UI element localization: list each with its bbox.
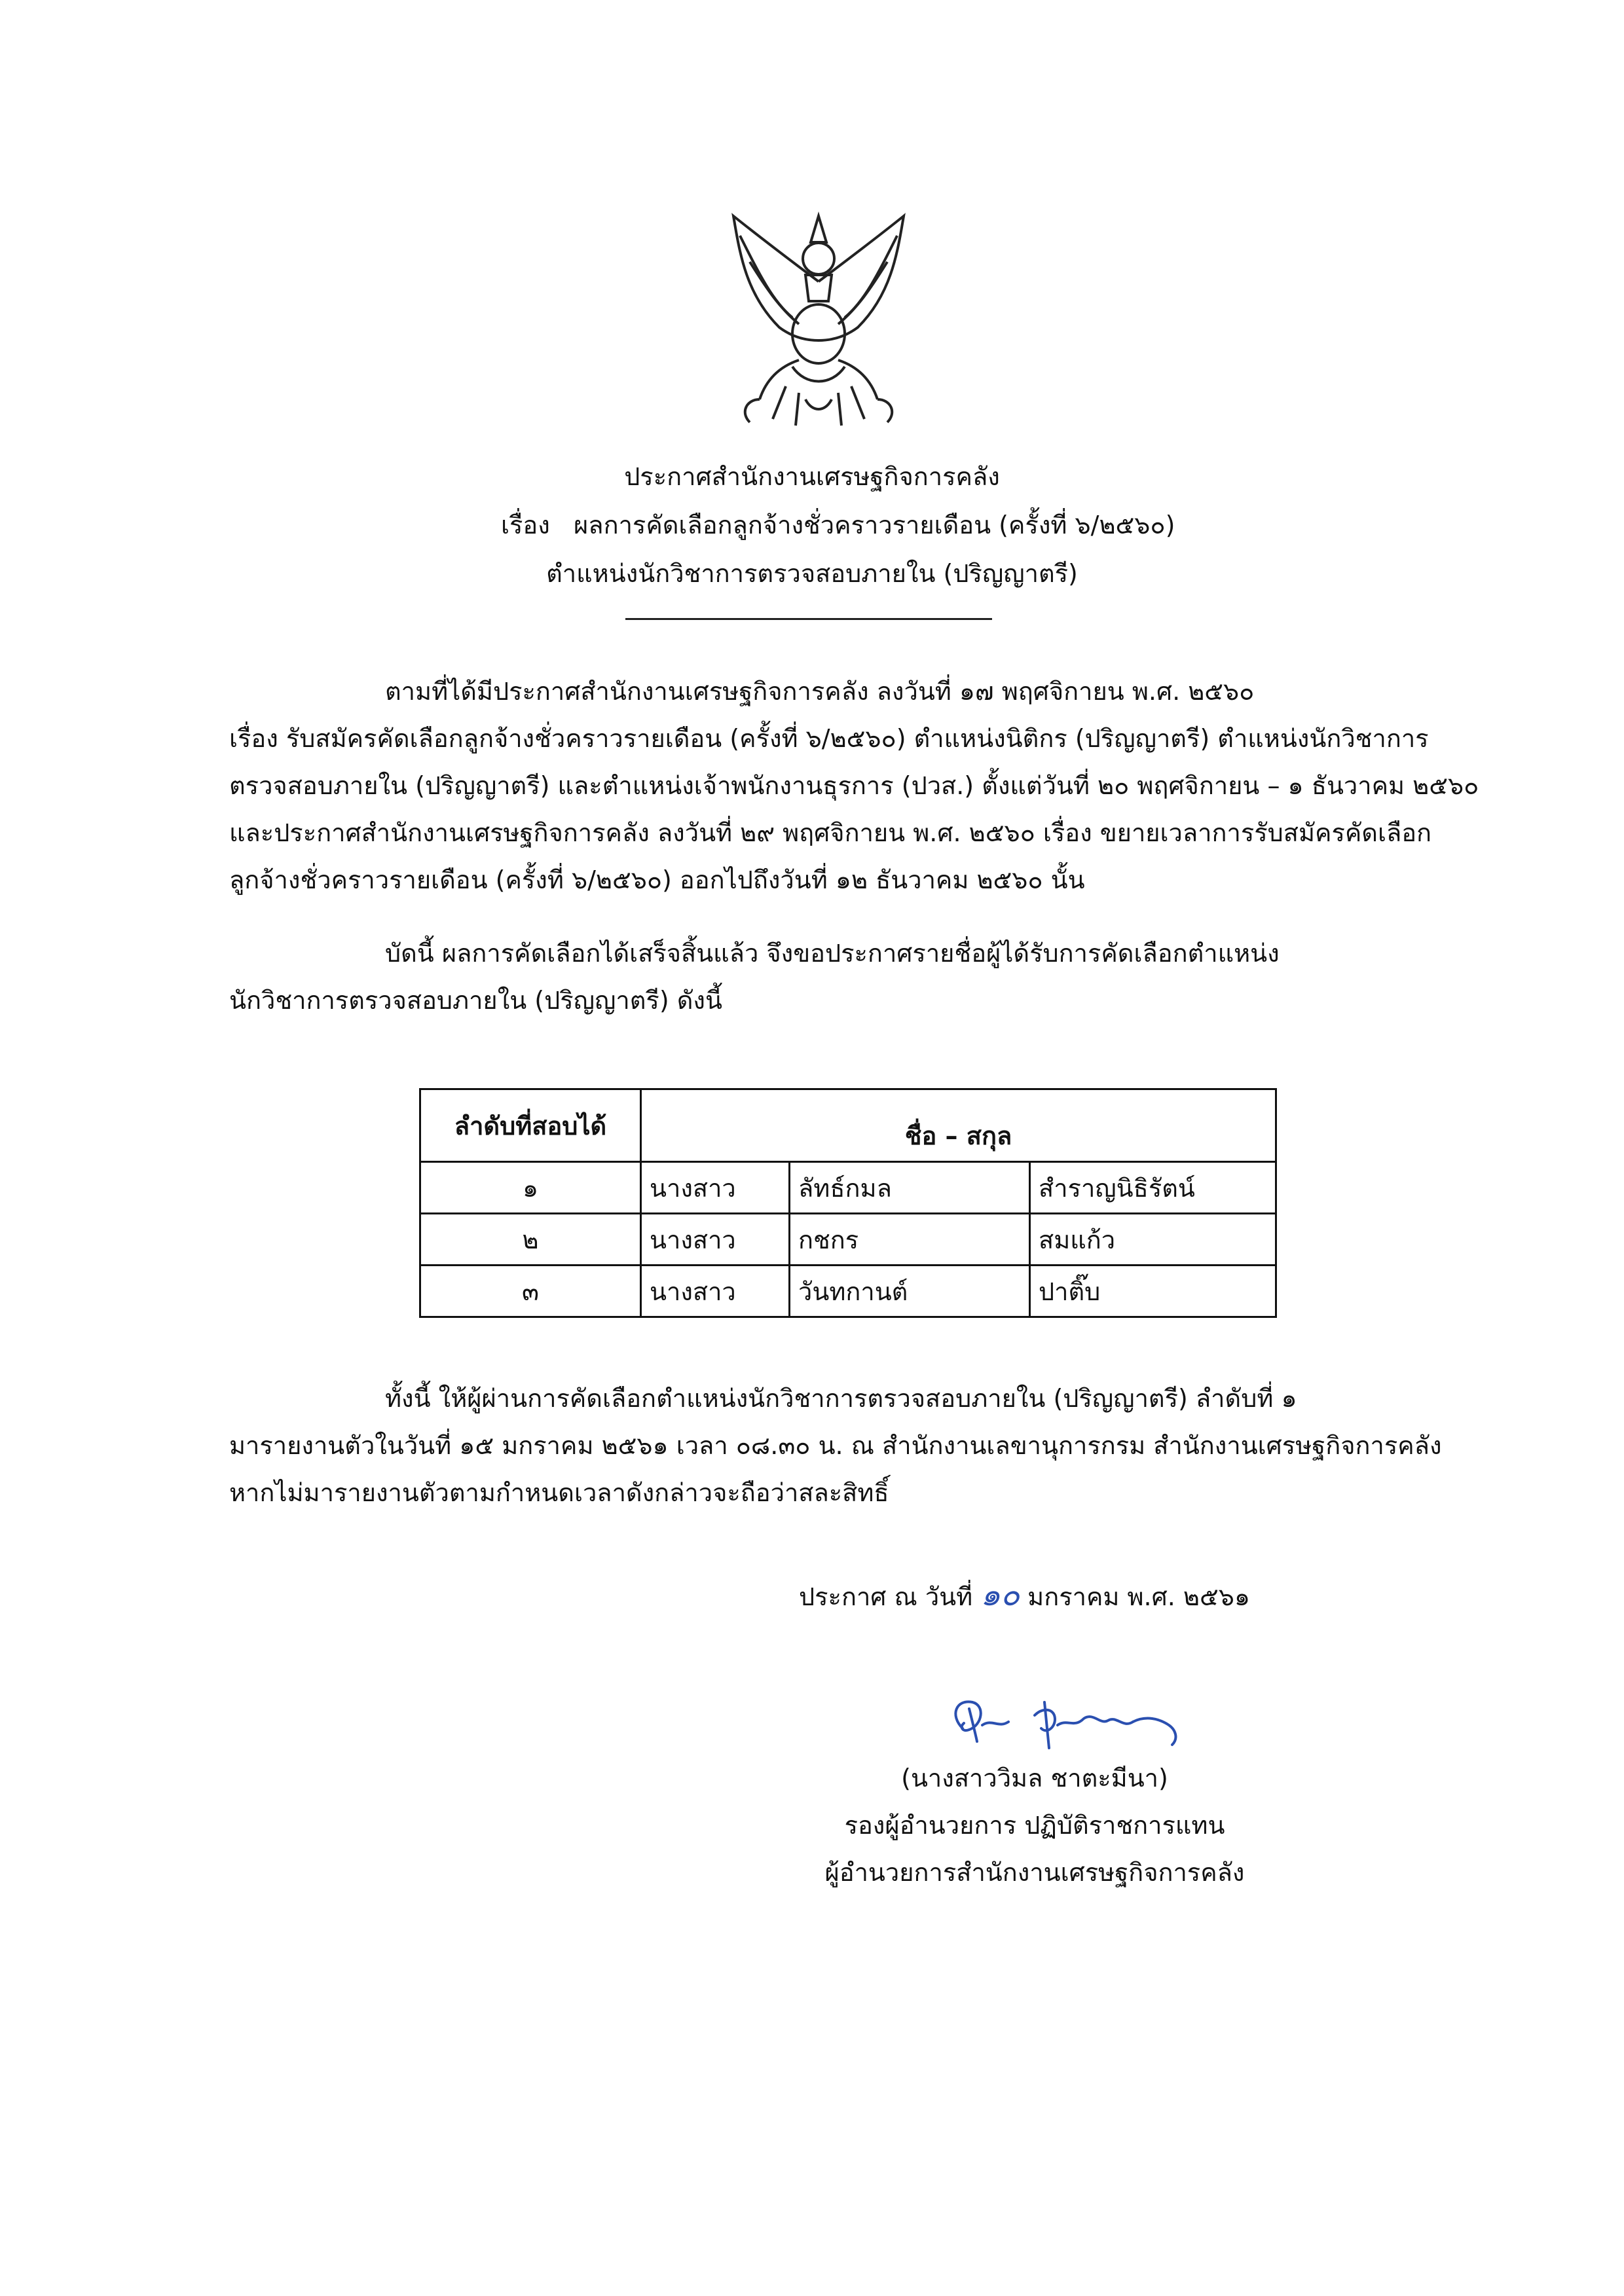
row-order: ๒ <box>420 1214 641 1266</box>
results-table <box>419 1088 1277 1318</box>
paragraph-2 <box>229 930 1280 1024</box>
signer-role-1: รองผู้อำนวยการ ปฏิบัติราชการแทน <box>844 1811 1225 1840</box>
header-order: ลำดับที่สอบได้ <box>420 1089 641 1162</box>
issuer-title: ประกาศสำนักงานเศรษฐกิจการคลัง <box>624 462 1000 491</box>
signature-block <box>799 1755 1270 1896</box>
table-row <box>420 1162 1276 1214</box>
row-title: นางสาว <box>641 1214 790 1266</box>
announce-date <box>799 1571 1250 1620</box>
row-first-name: วันทกานต์ <box>790 1266 1030 1317</box>
row-title: นางสาว <box>641 1162 790 1214</box>
subject-label: เรื่อง <box>501 511 550 539</box>
para1-line: ตรวจสอบภายใน (ปริญญาตรี) และตำแหน่งเจ้าพนักงานธุรการ (ปวส.) ตั้งแต่วันที่ ๒๐ พฤศจิกายน – ๑ ธันวาคม ๒๕๖๐ <box>229 771 1479 800</box>
subject-text: ผลการคัดเลือกลูกจ้างชั่วคราวรายเดือน (ครั้งที่ ๖/๒๕๖๐) <box>574 511 1175 539</box>
row-last-name: ปาติ๊บ <box>1030 1266 1276 1317</box>
header-divider <box>625 618 992 620</box>
subject-line <box>501 505 1175 545</box>
paragraph-1 <box>229 668 1479 903</box>
position-title: ตำแหน่งนักวิชาการตรวจสอบภายใน (ปริญญาตรี) <box>546 559 1078 588</box>
signer-name: (นางสาววิมล ชาตะมีนา) <box>901 1764 1168 1793</box>
row-last-name: สำราญนิธิรัตน์ <box>1030 1162 1276 1214</box>
table-row <box>420 1266 1276 1317</box>
table-row <box>420 1214 1276 1266</box>
signature-handwritten-icon <box>936 1689 1211 1755</box>
row-first-name: กชกร <box>790 1214 1030 1266</box>
para3-line: หากไม่มารายงานตัวตามกำหนดเวลาดังกล่าวจะถือว่าสละสิทธิ์ <box>229 1478 889 1507</box>
row-first-name: ลัทธ์กมล <box>790 1162 1030 1214</box>
para3-line: มารายงานตัวในวันที่ ๑๕ มกราคม ๒๕๖๑ เวลา ๐๘.๓๐ น. ณ สำนักงานเลขานุการกรม สำนักงานเศรษฐกิจการคลัง <box>229 1431 1442 1460</box>
paragraph-3 <box>229 1375 1442 1516</box>
row-last-name: สมแก้ว <box>1030 1214 1276 1266</box>
para1-line: เรื่อง รับสมัครคัดเลือกลูกจ้างชั่วคราวรายเดือน (ครั้งที่ ๖/๒๕๖๐) ตำแหน่งนิติกร (ปริญญาตรี) ตำแหน่งนักวิชาการ <box>229 724 1429 753</box>
announce-day: ๑๐ <box>980 1576 1020 1613</box>
row-order: ๑ <box>420 1162 641 1214</box>
table-header-row <box>420 1089 1276 1162</box>
announce-suffix: มกราคม พ.ศ. ๒๕๖๑ <box>1027 1582 1250 1611</box>
para1-line: ตามที่ได้มีประกาศสำนักงานเศรษฐกิจการคลัง ลงวันที่ ๑๗ พฤศจิกายน พ.ศ. ๒๕๖๐ <box>385 677 1255 706</box>
garuda-emblem-icon <box>720 203 917 432</box>
signer-role-2: ผู้อำนวยการสำนักงานเศรษฐกิจการคลัง <box>824 1858 1245 1887</box>
header-name: ชื่อ – สกุล <box>641 1089 1276 1162</box>
para1-line: ลูกจ้างชั่วคราวรายเดือน (ครั้งที่ ๖/๒๕๖๐) ออกไปถึงวันที่ ๑๒ ธันวาคม ๒๕๖๐ นั้น <box>229 866 1085 894</box>
announce-prefix: ประกาศ ณ วันที่ <box>799 1582 973 1611</box>
para2-line: บัดนี้ ผลการคัดเลือกได้เสร็จสิ้นแล้ว จึงขอประกาศรายชื่อผู้ได้รับการคัดเลือกตำแหน่ง <box>385 939 1280 968</box>
row-title: นางสาว <box>641 1266 790 1317</box>
para1-line: และประกาศสำนักงานเศรษฐกิจการคลัง ลงวันที่ ๒๙ พฤศจิกายน พ.ศ. ๒๕๖๐ เรื่อง ขยายเวลาการรับสมัครคัดเลือก <box>229 818 1432 847</box>
para2-line: นักวิชาการตรวจสอบภายใน (ปริญญาตรี) ดังนี้ <box>229 986 722 1015</box>
para3-line: ทั้งนี้ ให้ผู้ผ่านการคัดเลือกตำแหน่งนักวิชาการตรวจสอบภายใน (ปริญญาตรี) ลำดับที่ ๑ <box>385 1384 1297 1413</box>
row-order: ๓ <box>420 1266 641 1317</box>
